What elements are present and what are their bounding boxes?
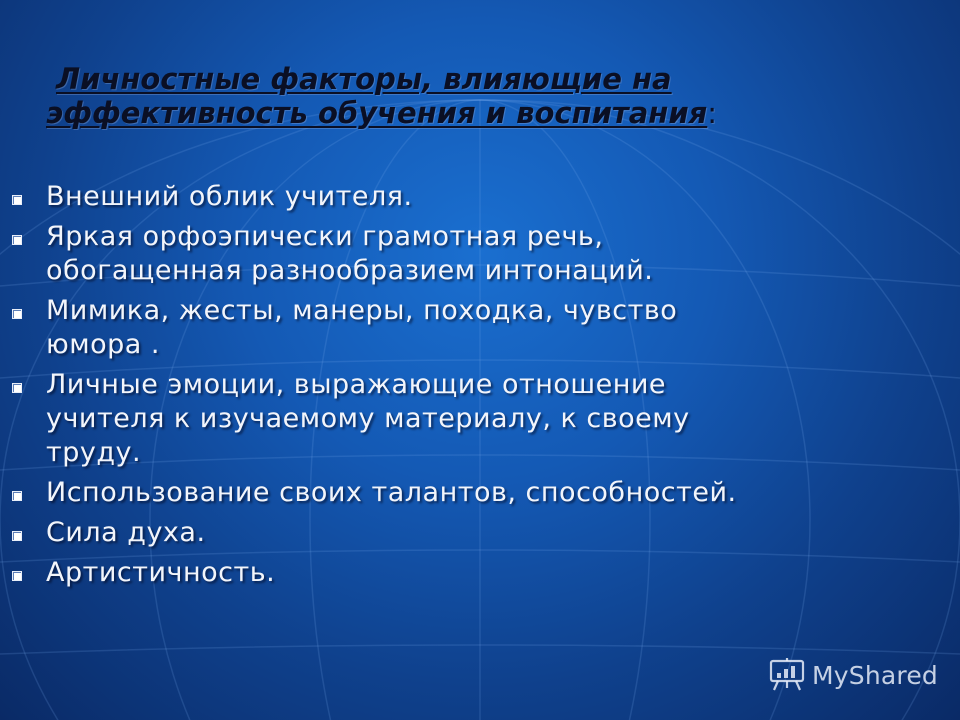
square-bullet-icon [12, 531, 22, 541]
square-bullet-icon [12, 491, 22, 501]
list-item [12, 180, 912, 214]
watermark-text: MyShared [812, 660, 938, 690]
list-item-text: Сила духа. [46, 517, 206, 548]
list-item-text: труду. [46, 437, 142, 468]
square-bullet-icon [12, 383, 22, 393]
list-item-text: Мимика, жесты, манеры, походка, чувство [46, 295, 678, 326]
watermark [768, 658, 938, 692]
list-item-text: Использование своих талантов, способностей. [46, 477, 737, 508]
list-item [12, 294, 912, 362]
list-item-text: обогащенная разнообразием интонаций. [46, 255, 654, 286]
square-bullet-icon [12, 571, 22, 581]
list-item-text: юмора . [46, 329, 160, 360]
square-bullet-icon [12, 235, 22, 245]
list-item [12, 476, 912, 510]
list-item [12, 516, 912, 550]
list-item-text: Яркая орфоэпически грамотная речь, [46, 221, 604, 252]
slide-title [46, 62, 866, 130]
list-item [12, 368, 912, 470]
list-item-text: Личные эмоции, выражающие отношение [46, 369, 667, 400]
presentation-board-icon [768, 658, 806, 692]
list-item [12, 220, 912, 288]
square-bullet-icon [12, 195, 22, 205]
list-item-text: учителя к изучаемому материалу, к своему [46, 403, 690, 434]
title-colon: : [707, 96, 718, 130]
list-item-text: Внешний облик учителя. [46, 181, 413, 212]
factors-list [12, 180, 912, 596]
title-line-2: эффективность обучения и воспитания: [46, 96, 718, 130]
square-bullet-icon [12, 309, 22, 319]
title-line-1: Личностные факторы, влияющие на [56, 62, 672, 96]
list-item-text: Артистичность. [46, 557, 276, 588]
list-item [12, 556, 912, 590]
